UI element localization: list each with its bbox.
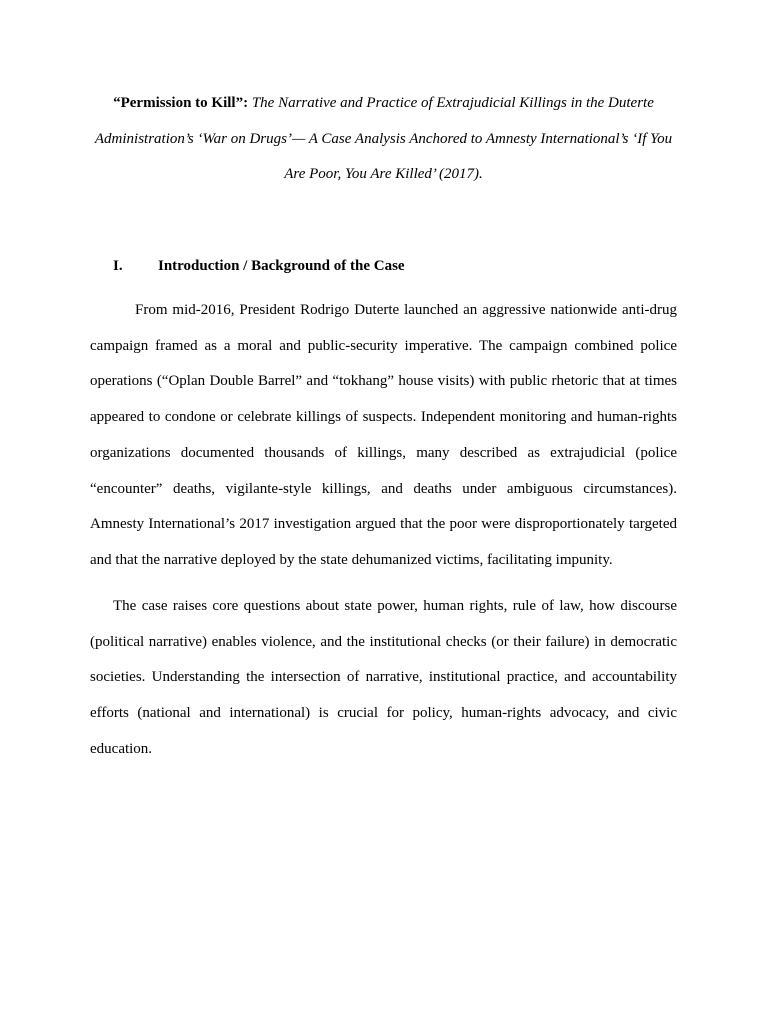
section-number: I. — [113, 258, 123, 274]
paragraph-2: The case raises core questions about state power, human rights, rule of law, how discourse (political narrative) enables violence, and the institutional checks (or their failure) in democratic societies. Understanding the intersection of narrative, institutional practice, and accountability efforts (national and international) is crucial for policy, human-rights advocacy, and civic education. — [90, 598, 677, 757]
section-title: Introduction / Background of the Case — [158, 258, 405, 274]
title-subtitle: The Narrative and Practice of Extrajudicial Killings in the Duterte Administration’s ‘War on Drugs’— A Case Analysis Anchored to Amnesty International’s ‘If You Are Poor, You Are Killed’ (2017). — [94, 95, 673, 183]
section-heading — [113, 255, 405, 277]
paragraph-1: From mid-2016, President Rodrigo Duterte launched an aggressive nationwide anti-drug campaign framed as a moral and public-security imperative. The campaign combined police operations (“Oplan Double Barrel” and “tokhang” house visits) with public rhetoric that at times appeared to condone or celebrate killings of suspects. Independent monitoring and human-rights organizations documented thousands of killings, many described as extrajudicial (police “encounter” deaths, vigilante-style killings, and deaths under ambiguous circumstances). Amnesty International’s 2017 investigation argued that the poor were disproportionately targeted and that the narrative deployed by the state dehumanized victims, facilitating impunity. — [90, 302, 677, 568]
title-lead: “Permission to Kill”: — [113, 95, 249, 111]
document-title — [90, 86, 677, 193]
